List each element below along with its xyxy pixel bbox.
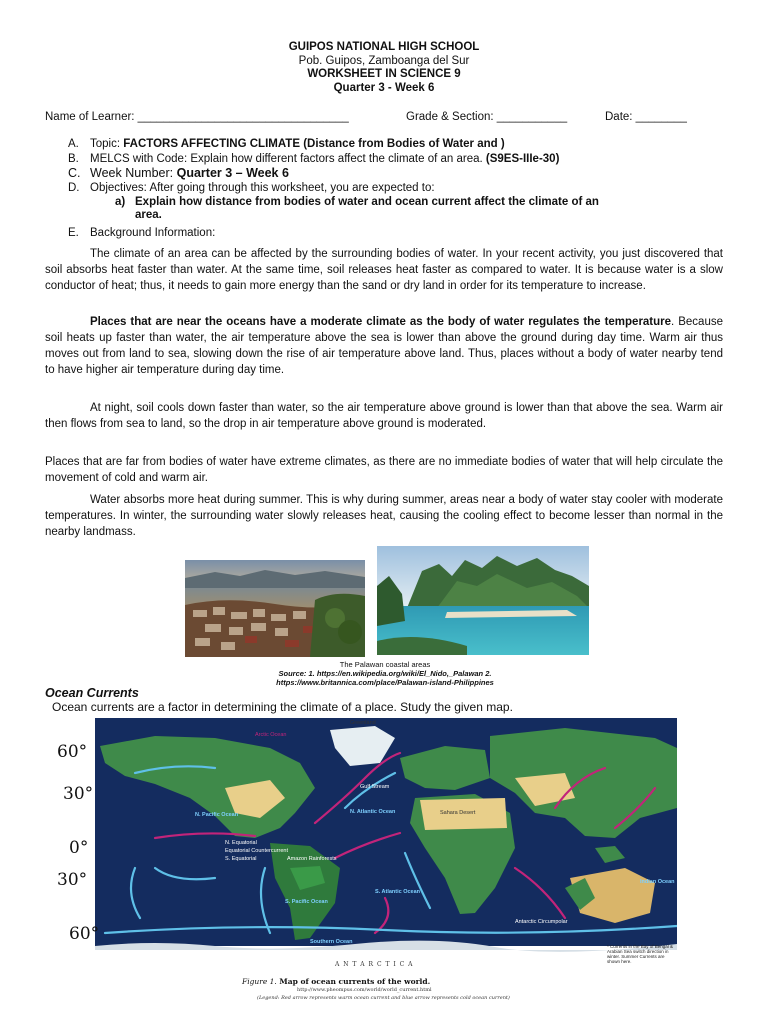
item-b-label: MELCS with Code: Explain how different factors affect the climate of an area. — [90, 153, 486, 165]
gulf-stream-label: Gulf Stream — [360, 784, 390, 790]
paragraph-5: Water absorbs more heat during summer. This is why during summer, areas near a body of water stay cooler with moderate temperatures. In winter, the surrounding water slowly releases heat, causing the cooling effect to become lesser than normal in the nearby landmass. — [45, 494, 723, 538]
paragraph-2-rest: . Because soil heats up faster than water, the air temperature above the sea is lower than above the ground during day time. Warm air thus moves out from land to sea, slowing down the rise of air temperature above land. Thus, places without a body of water nearby tend to have higher air temperature during day time. — [45, 316, 723, 376]
item-c-marker: C. — [68, 166, 81, 180]
ocean-currents-map — [95, 718, 677, 976]
objective-a-line2: area. — [135, 209, 162, 221]
figure-source: http://www.pheompus.com/world/world_current.html — [297, 987, 432, 993]
item-e-marker: E. — [68, 227, 79, 239]
s-atlantic-label: S. Atlantic Ocean — [375, 889, 421, 895]
figure-title: Map of ocean currents of the world. — [276, 977, 431, 986]
item-d-objectives: Objectives: After going through this worksheet, you are expected to: — [90, 182, 435, 194]
palawan-village-image — [185, 560, 365, 657]
southern-ocean-label: Southern Ocean — [310, 939, 353, 945]
greenland-label: Greenland — [350, 720, 376, 726]
item-c-label: Week Number: — [90, 166, 177, 180]
sahara-label: Sahara Desert — [440, 810, 476, 816]
item-b-melcs — [90, 152, 559, 166]
amazon-label: Amazon Rainforests — [287, 856, 337, 862]
date-field[interactable]: Date: ________ — [605, 111, 687, 123]
palawan-village-photo — [185, 560, 365, 657]
equatorial-countercurrent-label: Equatorial Countercurrent — [225, 848, 288, 854]
arctic-ocean-label: Arctic Ocean — [255, 732, 287, 738]
item-c-value: Quarter 3 – Week 6 — [176, 166, 289, 180]
world-map-image — [95, 718, 677, 976]
antarctica-label: A N T A R C T I C A — [335, 961, 414, 968]
n-pacific-label: N. Pacific Ocean — [195, 812, 239, 818]
figure-legend: (Legend: Red arrow represents warm ocean current and blue arrow represents cold ocean current) — [257, 995, 510, 1001]
lat-label-30s: 30° — [57, 870, 88, 890]
indian-ocean-label: Indian Ocean — [640, 879, 675, 885]
lat-label-60s: 60° — [69, 924, 100, 944]
legend-note: * Currents in the Bay of Bengal & Arabian Sea switch direction in winter. Summer Currents are shown here. — [607, 944, 674, 964]
lat-label-0: 0° — [69, 838, 89, 858]
photo-caption-title: The Palawan coastal areas — [339, 660, 431, 669]
paragraph-2 — [45, 314, 723, 378]
paragraph-4: Places that are far from bodies of water have extreme climates, as there are no immediate bodies of water that will help circulate the movement of cold and warm air. — [45, 456, 723, 484]
n-equatorial-label: N. Equatorial — [225, 840, 257, 846]
item-e-background: Background Information: — [90, 227, 216, 239]
s-pacific-label: S. Pacific Ocean — [285, 899, 328, 905]
lat-label-60n: 60° — [57, 742, 88, 762]
palawan-islands-image — [377, 546, 589, 655]
s-equatorial-label: S. Equatorial — [225, 856, 257, 862]
grade-section-field[interactable]: Grade & Section: ___________ — [406, 111, 568, 123]
ocean-currents-heading: Ocean Currents — [45, 686, 139, 700]
paragraph-1: The climate of an area can be affected by the surrounding bodies of water. In your recent activity, you just discovered that soil absorbs heat faster than water. At the same time, soil releases heat faster as compared to water. It is because water is a slow conductor of heat; thus, it needs to gain more energy than the sand or dry land in order for its temperature to increase. — [45, 248, 723, 292]
paragraph-3: At night, soil cools down faster than water, so the air temperature above ground is lower than that above the sea. Warm air then flows from sea to land, so the drop in air temperature above ground is moderated. — [45, 402, 723, 430]
photo-caption-source1: Source: 1. https://en.wikipedia.org/wiki/El_Nido,_Palawan 2. — [278, 669, 492, 678]
figure-caption — [242, 978, 510, 1002]
photo-caption-source2: https://www.britannica.com/place/Palawan-island-Philippines — [276, 678, 494, 687]
figure-caption-title — [242, 978, 510, 986]
item-a-label: Topic: — [90, 138, 124, 150]
school-name: GUIPOS NATIONAL HIGH SCHOOL — [288, 41, 480, 53]
school-address: Pob. Guipos, Zamboanga del Sur — [298, 55, 470, 67]
item-c-week — [90, 166, 289, 180]
learner-name-field[interactable]: Name of Learner: _________________________________ — [45, 111, 349, 123]
objective-a-line1: Explain how distance from bodies of water and ocean current affect the climate of an — [135, 196, 599, 208]
objective-a-marker: a) — [115, 196, 126, 208]
paragraph-2-bold: Places that are near the oceans have a moderate climate as the body of water regulates the temperature — [90, 316, 672, 328]
item-d-marker: D. — [68, 182, 80, 194]
lat-label-30n: 30° — [63, 784, 94, 804]
item-a-marker: A. — [68, 138, 79, 150]
ocean-currents-intro: Ocean currents are a factor in determining the climate of a place. Study the given map. — [52, 700, 513, 714]
figure-label: Figure 1. — [242, 977, 277, 986]
item-b-marker: B. — [68, 153, 79, 165]
n-atlantic-label: N. Atlantic Ocean — [350, 809, 396, 815]
quarter-title: Quarter 3 - Week 6 — [333, 82, 435, 94]
item-b-code: (S9ES-IIIe-30) — [485, 153, 560, 165]
item-a-value: FACTORS AFFECTING CLIMATE (Distance from Bodies of Water and ) — [123, 138, 505, 150]
antarctic-circumpolar-label: Antarctic Circumpolar — [515, 919, 568, 925]
worksheet-title: WORKSHEET IN SCIENCE 9 — [307, 68, 461, 80]
item-a-topic — [90, 137, 505, 151]
palawan-islands-photo — [377, 546, 589, 655]
